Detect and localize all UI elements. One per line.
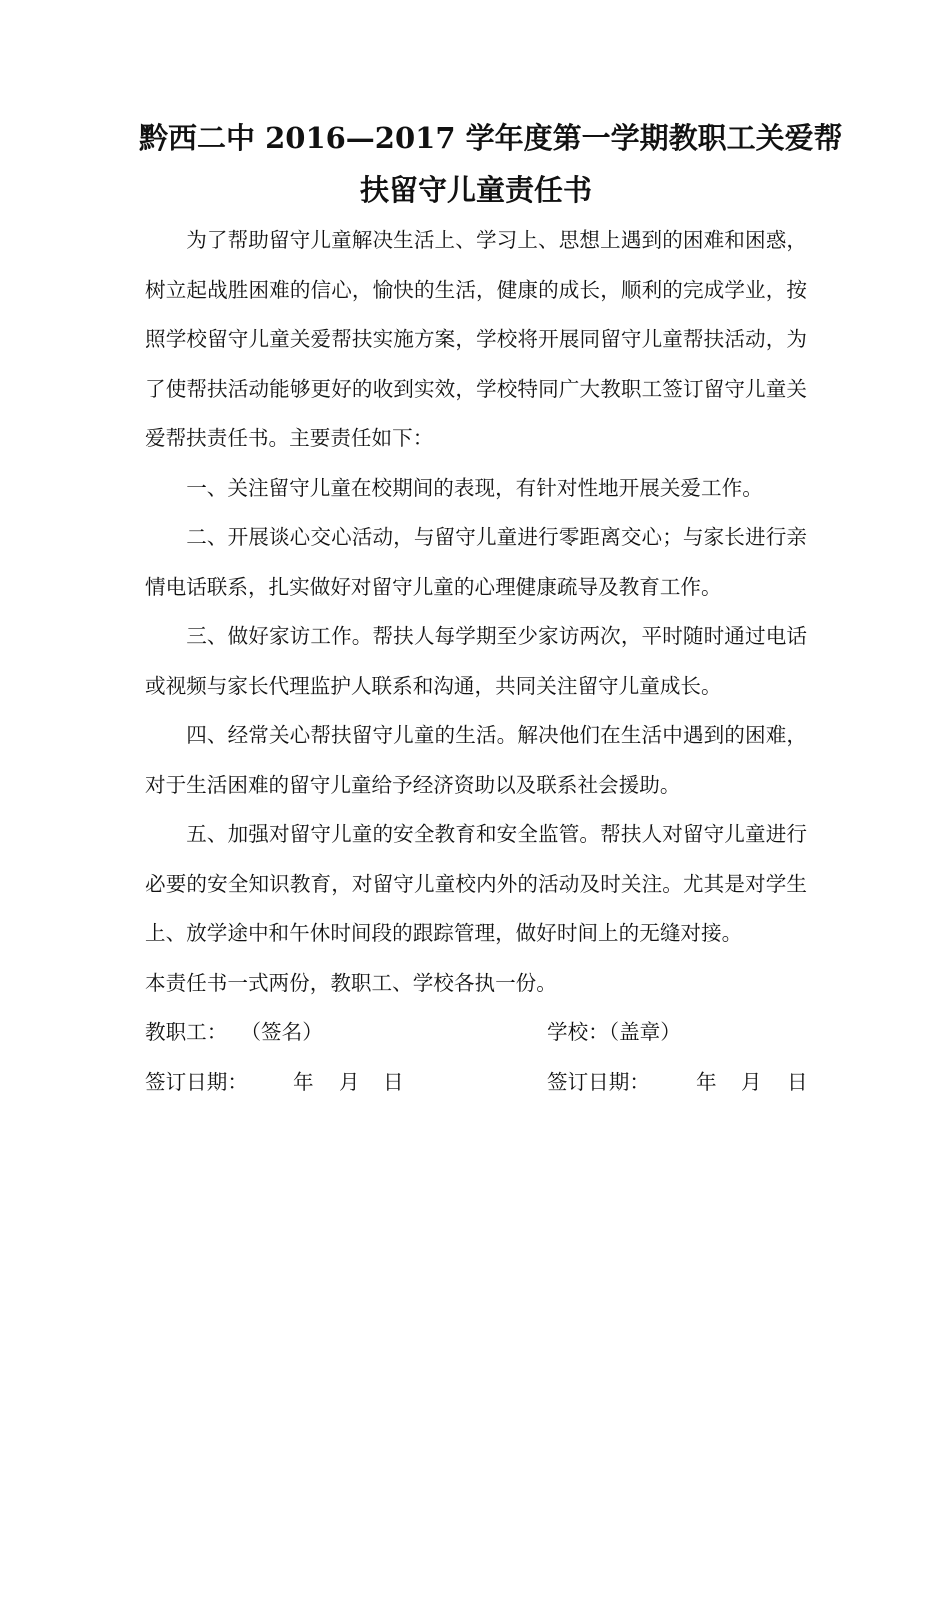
document-title xyxy=(139,112,843,216)
date-label-right: 签订日期： xyxy=(547,1069,650,1094)
staff-sign-placeholder: （签名） xyxy=(240,1020,323,1044)
staff-label: 教职工： xyxy=(145,1020,228,1044)
duty-paragraph-2: 二、开展谈心交心活动，与留守儿童进行零距离交心；与家长进行亲情电话联系，扎实做好对留守儿童的心理健康疏导及教育工作。 xyxy=(145,525,807,599)
date-month-right: 月 xyxy=(741,1069,762,1094)
school-seal xyxy=(547,1008,681,1058)
title-line-2: 扶留守儿童责任书 xyxy=(359,173,592,207)
date-day-left: 日 xyxy=(383,1069,404,1094)
date-label-left: 签订日期： xyxy=(145,1069,248,1094)
date-day-right: 日 xyxy=(787,1069,808,1094)
staff-signature xyxy=(145,1008,323,1058)
duty-paragraph-4: 四、经常关心帮扶留守儿童的生活。解决他们在生活中遇到的困难，对于生活困难的留守儿童给予经济资助以及联系社会援助。 xyxy=(145,723,807,797)
duty-paragraph-3: 三、做好家访工作。帮扶人每学期至少家访两次，平时随时通过电话或视频与家长代理监护人联系和沟通，共同关注留守儿童成长。 xyxy=(145,624,807,698)
copies-note: 本责任书一式两份，教职工、学校各执一份。 xyxy=(145,970,557,995)
date-row xyxy=(145,1058,807,1108)
signature-row xyxy=(145,1008,807,1058)
school-date xyxy=(547,1058,650,1108)
date-year-right: 年 xyxy=(696,1069,717,1094)
duty-paragraph-5: 五、加强对留守儿童的安全教育和安全监管。帮扶人对留守儿童进行必要的安全知识教育，对留守儿童校内外的活动及时关注。尤其是对学生上、放学途中和午休时间段的跟踪管理，做好时间上的无缝对接。 xyxy=(145,822,807,945)
staff-date xyxy=(145,1058,248,1108)
document-page xyxy=(139,112,843,1107)
duty-paragraph-1: 一、关注留守儿童在校期间的表现，有针对性地开展关爱工作。 xyxy=(186,475,763,500)
school-label: 学校： xyxy=(547,1020,609,1044)
intro-paragraph: 为了帮助留守儿童解决生活上、学习上、思想上遇到的困难和困惑，树立起战胜困难的信心，愉快的生活，健康的成长，顺利的完成学业，按照学校留守儿童关爱帮扶实施方案，学校将开展同留守儿童帮扶活动，为了使帮扶活动能够更好的收到实效，学校特同广大教职工签订留守儿童关爱帮扶责任书。主要责任如下： xyxy=(145,228,807,450)
date-month-left: 月 xyxy=(339,1069,360,1094)
date-year-left: 年 xyxy=(293,1069,314,1094)
title-line-1: 黔西二中 2016—2017 学年度第一学期教职工关爱帮 xyxy=(139,121,843,155)
school-seal-placeholder: （盖章） xyxy=(608,1020,681,1044)
